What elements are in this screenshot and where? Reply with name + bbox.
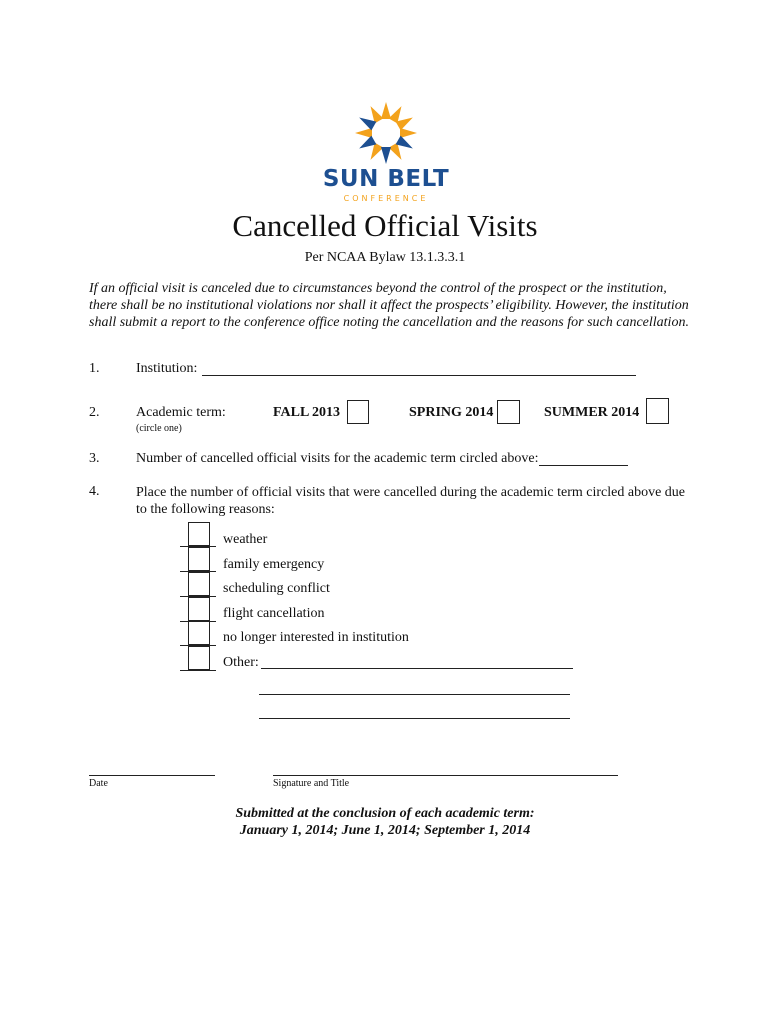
reason-flight-cancellation-box[interactable]: [188, 597, 210, 621]
item-4-number: 4.: [89, 484, 100, 499]
reason-other-label: Other:: [223, 655, 259, 670]
date-label: Date: [89, 778, 108, 789]
logo-wordmark: SUN BELT: [322, 166, 450, 192]
date-field[interactable]: [89, 775, 215, 776]
spring-2014-checkbox[interactable]: [497, 400, 520, 424]
logo-subtext: CONFERENCE: [343, 194, 429, 203]
signature-field[interactable]: [273, 775, 618, 776]
reason-weather: weather: [223, 532, 268, 547]
reason-other-line: [180, 670, 216, 671]
institution-field[interactable]: [202, 375, 636, 376]
reason-weather-box[interactable]: [188, 522, 210, 546]
reason-family-emergency: family emergency: [223, 557, 325, 572]
item-2-number: 2.: [89, 405, 100, 420]
reason-other-box[interactable]: [188, 646, 210, 670]
term-fall-2013[interactable]: FALL 2013: [273, 405, 341, 420]
page-title: Cancelled Official Visits: [232, 208, 538, 243]
academic-term-label: Academic term:: [136, 405, 226, 420]
circle-one-note: (circle one): [136, 423, 182, 434]
item-1-number: 1.: [89, 361, 100, 376]
summer-2014-checkbox[interactable]: [646, 398, 669, 424]
reason-no-longer-interested: no longer interested in institution: [223, 630, 409, 645]
reason-scheduling-conflict: scheduling conflict: [223, 581, 330, 596]
submission-dates: January 1, 2014; June 1, 2014; September 1, 2014: [239, 823, 531, 838]
sun-logo-icon: [318, 100, 454, 166]
fall-2013-checkbox[interactable]: [347, 400, 369, 424]
intro-paragraph: If an official visit is canceled due to circumstances beyond the control of the prospect or the institution, there shall be no institutional violations nor shall it affect the prospects’ eligibility. However, the institution shall submit a report to the conference office noting the cancellation and the reasons for such cancellation.: [89, 281, 689, 330]
submission-note: Submitted at the conclusion of each academic term:: [235, 806, 535, 821]
reason-flight-cancellation: flight cancellation: [223, 606, 325, 621]
page-subtitle: Per NCAA Bylaw 13.1.3.3.1: [304, 250, 466, 265]
other-field-line-1[interactable]: [261, 668, 573, 669]
cancelled-count-label: Number of cancelled official visits for the academic term circled above:: [136, 451, 539, 466]
cancelled-count-field[interactable]: [539, 465, 628, 466]
term-spring-2014[interactable]: SPRING 2014: [409, 405, 494, 420]
reason-no-longer-interested-box[interactable]: [188, 621, 210, 645]
other-field-line-2[interactable]: [259, 694, 570, 695]
signature-label: Signature and Title: [273, 778, 350, 789]
reasons-instruction: Place the number of official visits that were cancelled during the academic term circled above due to the following reasons:: [136, 485, 686, 517]
sun-belt-logo: [318, 100, 454, 206]
reason-family-emergency-box[interactable]: [188, 547, 210, 571]
other-field-line-3[interactable]: [259, 718, 570, 719]
item-3-number: 3.: [89, 451, 100, 466]
term-summer-2014[interactable]: SUMMER 2014: [544, 405, 640, 420]
reason-scheduling-conflict-box[interactable]: [188, 572, 210, 596]
institution-label: Institution:: [136, 361, 198, 376]
